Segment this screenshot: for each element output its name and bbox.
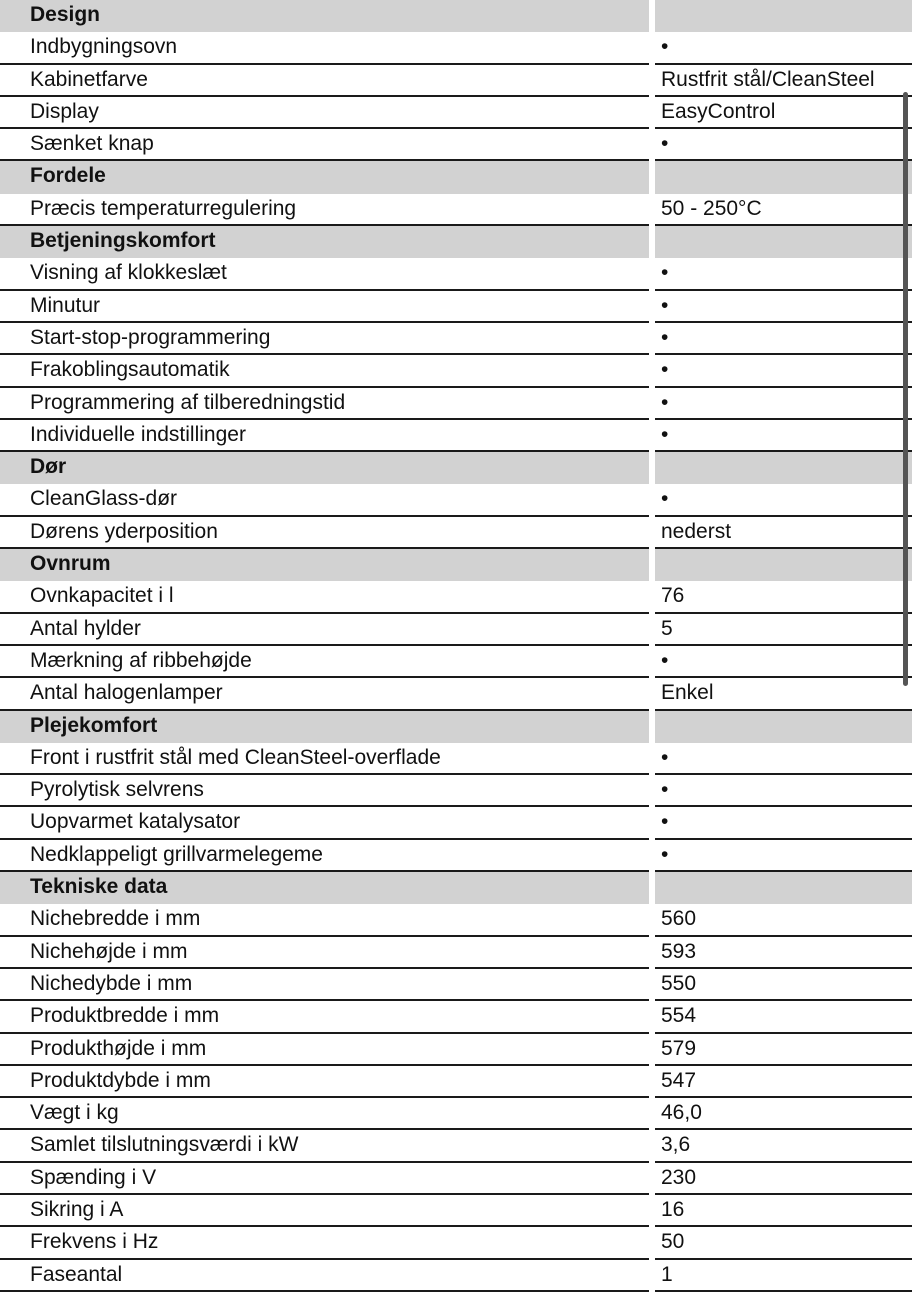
spec-value: 593 xyxy=(655,937,912,969)
section-header-row xyxy=(0,549,912,581)
spec-label: Indbygningsovn xyxy=(0,32,649,64)
spec-label: Nichebredde i mm xyxy=(0,904,649,936)
spec-row xyxy=(0,743,912,775)
section-header-row xyxy=(0,452,912,484)
spec-value: • xyxy=(655,420,912,452)
spec-row xyxy=(0,775,912,807)
spec-value: • xyxy=(655,743,912,775)
section-value-blank xyxy=(655,0,912,32)
section-header-row xyxy=(0,226,912,258)
spec-label: Pyrolytisk selvrens xyxy=(0,775,649,807)
spec-row xyxy=(0,32,912,64)
spec-row xyxy=(0,65,912,97)
spec-value: • xyxy=(655,840,912,872)
spec-value: 50 - 250°C xyxy=(655,194,912,226)
section-value-blank xyxy=(655,161,912,193)
section-header-row xyxy=(0,0,912,32)
spec-label: Nichedybde i mm xyxy=(0,969,649,1001)
spec-row xyxy=(0,484,912,516)
spec-value: • xyxy=(655,807,912,839)
spec-label: Nedklappeligt grillvarmelegeme xyxy=(0,840,649,872)
spec-row xyxy=(0,323,912,355)
spec-value: 5 xyxy=(655,614,912,646)
spec-value: Enkel xyxy=(655,678,912,710)
spec-row xyxy=(0,904,912,936)
spec-row xyxy=(0,420,912,452)
spec-row xyxy=(0,388,912,420)
spec-value: 16 xyxy=(655,1195,912,1227)
spec-row xyxy=(0,97,912,129)
spec-value: 3,6 xyxy=(655,1130,912,1162)
spec-row xyxy=(0,517,912,549)
spec-row xyxy=(0,1130,912,1162)
spec-label: Front i rustfrit stål med CleanSteel-overflade xyxy=(0,743,649,775)
spec-label: Frekvens i Hz xyxy=(0,1227,649,1259)
spec-label: Minutur xyxy=(0,291,649,323)
spec-value: 554 xyxy=(655,1001,912,1033)
spec-row xyxy=(0,807,912,839)
spec-label: Start-stop-programmering xyxy=(0,323,649,355)
spec-label: Nichehøjde i mm xyxy=(0,937,649,969)
spec-label: Produkthøjde i mm xyxy=(0,1034,649,1066)
spec-label: Mærkning af ribbehøjde xyxy=(0,646,649,678)
spec-label: Ovnkapacitet i l xyxy=(0,581,649,613)
spec-row xyxy=(0,1066,912,1098)
spec-value: nederst xyxy=(655,517,912,549)
spec-label: Dørens yderposition xyxy=(0,517,649,549)
spec-value: 560 xyxy=(655,904,912,936)
spec-label: Sikring i A xyxy=(0,1195,649,1227)
spec-row xyxy=(0,581,912,613)
spec-label: Produktbredde i mm xyxy=(0,1001,649,1033)
section-value-blank xyxy=(655,226,912,258)
spec-label: Sænket knap xyxy=(0,129,649,161)
spec-row xyxy=(0,355,912,387)
spec-value: 1 xyxy=(655,1260,912,1292)
section-value-blank xyxy=(655,872,912,904)
spec-value: • xyxy=(655,323,912,355)
spec-row xyxy=(0,1163,912,1195)
spec-value: 230 xyxy=(655,1163,912,1195)
spec-row xyxy=(0,258,912,290)
section-title: Design xyxy=(0,0,649,32)
spec-row xyxy=(0,291,912,323)
section-value-blank xyxy=(655,452,912,484)
spec-label: Spænding i V xyxy=(0,1163,649,1195)
spec-label: Antal halogenlamper xyxy=(0,678,649,710)
section-header-row xyxy=(0,711,912,743)
spec-row xyxy=(0,646,912,678)
section-title: Tekniske data xyxy=(0,872,649,904)
spec-value: • xyxy=(655,484,912,516)
scrollbar[interactable] xyxy=(903,92,908,686)
spec-row xyxy=(0,1195,912,1227)
spec-row xyxy=(0,1034,912,1066)
section-value-blank xyxy=(655,549,912,581)
spec-label: Præcis temperaturregulering xyxy=(0,194,649,226)
spec-row xyxy=(0,129,912,161)
spec-row xyxy=(0,969,912,1001)
spec-value: • xyxy=(655,258,912,290)
section-header-row xyxy=(0,161,912,193)
spec-value: 46,0 xyxy=(655,1098,912,1130)
section-title: Fordele xyxy=(0,161,649,193)
spec-value: • xyxy=(655,388,912,420)
spec-label: Display xyxy=(0,97,649,129)
spec-value: 50 xyxy=(655,1227,912,1259)
spec-value: EasyControl xyxy=(655,97,912,129)
spec-value: 579 xyxy=(655,1034,912,1066)
spec-row xyxy=(0,1227,912,1259)
section-header-row xyxy=(0,872,912,904)
spec-value: 547 xyxy=(655,1066,912,1098)
spec-value: • xyxy=(655,355,912,387)
section-title: Plejekomfort xyxy=(0,711,649,743)
section-title: Ovnrum xyxy=(0,549,649,581)
spec-value: Rustfrit stål/CleanSteel xyxy=(655,65,912,97)
spec-value: • xyxy=(655,129,912,161)
spec-row xyxy=(0,937,912,969)
spec-label: Vægt i kg xyxy=(0,1098,649,1130)
spec-label: Visning af klokkeslæt xyxy=(0,258,649,290)
spec-value: 550 xyxy=(655,969,912,1001)
spec-value: • xyxy=(655,32,912,64)
spec-label: Produktdybde i mm xyxy=(0,1066,649,1098)
spec-label: CleanGlass-dør xyxy=(0,484,649,516)
section-title: Dør xyxy=(0,452,649,484)
spec-row xyxy=(0,1260,912,1292)
spec-label: Frakoblingsautomatik xyxy=(0,355,649,387)
spec-value: • xyxy=(655,291,912,323)
spec-label: Individuelle indstillinger xyxy=(0,420,649,452)
spec-row xyxy=(0,614,912,646)
spec-row xyxy=(0,840,912,872)
spec-value: • xyxy=(655,646,912,678)
section-title: Betjeningskomfort xyxy=(0,226,649,258)
spec-value: 76 xyxy=(655,581,912,613)
section-value-blank xyxy=(655,711,912,743)
spec-row xyxy=(0,194,912,226)
spec-row xyxy=(0,1098,912,1130)
spec-label: Antal hylder xyxy=(0,614,649,646)
spec-label: Kabinetfarve xyxy=(0,65,649,97)
spec-label: Uopvarmet katalysator xyxy=(0,807,649,839)
spec-row xyxy=(0,678,912,710)
spec-row xyxy=(0,1001,912,1033)
spec-label: Faseantal xyxy=(0,1260,649,1292)
spec-label: Programmering af tilberedningstid xyxy=(0,388,649,420)
spec-label: Samlet tilslutningsværdi i kW xyxy=(0,1130,649,1162)
spec-value: • xyxy=(655,775,912,807)
